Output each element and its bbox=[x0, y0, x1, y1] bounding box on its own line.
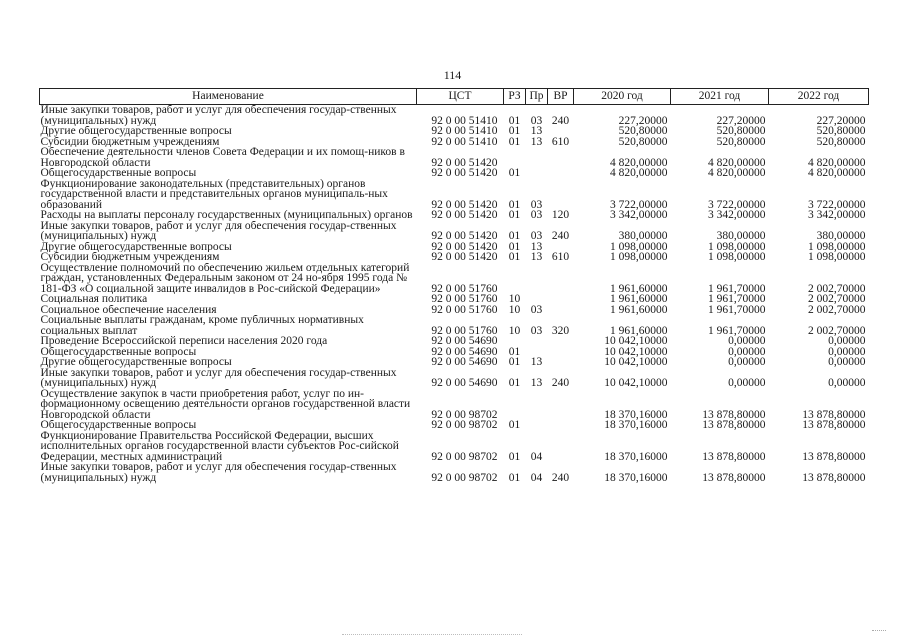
cell-2020: 1 961,60000 bbox=[610, 294, 668, 305]
cell-vr bbox=[548, 305, 574, 316]
cell-rz: 10 bbox=[508, 324, 521, 336]
cell-pr: 03 bbox=[530, 198, 543, 210]
cell-2020: 1 098,00000 bbox=[610, 252, 668, 263]
cell-2021: 13 878,80000 bbox=[702, 408, 766, 420]
cell-cst: 92 0 00 51760 bbox=[431, 282, 498, 294]
cell-2022: 227,20000 bbox=[816, 114, 866, 126]
cell-name: Другие общегосударственные вопросы bbox=[40, 241, 232, 252]
cell-cst: 92 0 00 98702 bbox=[431, 471, 498, 484]
cell-pr bbox=[526, 347, 548, 358]
table-row bbox=[40, 263, 869, 295]
cell-2020: 520,80000 bbox=[618, 136, 668, 147]
scan-artifact bbox=[342, 634, 522, 636]
cell-2020: 227,20000 bbox=[618, 114, 668, 126]
cell-vr bbox=[548, 336, 574, 347]
cell-vr: 240 bbox=[551, 114, 570, 126]
cell-vr: 120 bbox=[551, 210, 570, 221]
cell-2022: 1 098,00000 bbox=[808, 241, 866, 252]
header-rz: РЗ bbox=[504, 89, 526, 105]
cell-rz bbox=[504, 389, 526, 421]
table-row bbox=[40, 137, 869, 148]
cell-2021: 4 820,00000 bbox=[708, 156, 766, 168]
cell-name: Социальное обеспечение населения bbox=[40, 304, 217, 315]
cell-name: Функционирование Правительства Российской Федерации, высших исполнительных органов государственной власти субъектов Рос-сийской Федерации, местных администраций bbox=[40, 430, 399, 462]
cell-2022: 4 820,00000 bbox=[808, 156, 866, 168]
cell-2021: 0,00000 bbox=[728, 336, 766, 347]
cell-2020: 18 370,16000 bbox=[604, 450, 668, 462]
cell-pr: 03 bbox=[530, 210, 543, 221]
cell-rz: 01 bbox=[508, 210, 521, 221]
cell-cst: 92 0 00 98702 bbox=[431, 450, 498, 462]
cell-2021: 1 961,70000 bbox=[708, 282, 766, 294]
header-2020: 2020 год bbox=[574, 89, 671, 105]
cell-pr: 13 bbox=[530, 241, 543, 252]
table-row bbox=[40, 210, 869, 221]
cell-2022: 380,00000 bbox=[816, 230, 866, 242]
cell-vr bbox=[548, 357, 574, 368]
cell-rz: 01 bbox=[508, 346, 521, 357]
cell-rz: 01 bbox=[508, 114, 521, 126]
cell-name: Иные закупки товаров, работ и услуг для обеспечения государ-ственных (муниципальных) нужд bbox=[40, 220, 397, 242]
cell-2022: 2 002,70000 bbox=[808, 324, 866, 336]
cell-cst: 92 0 00 51760 bbox=[431, 304, 498, 315]
cell-vr bbox=[548, 179, 574, 211]
cell-2022: 3 342,00000 bbox=[808, 210, 866, 221]
header-name: Наименование bbox=[40, 89, 417, 105]
cell-cst: 92 0 00 51410 bbox=[431, 114, 498, 126]
cell-rz: 01 bbox=[508, 168, 521, 179]
cell-2020: 10 042,10000 bbox=[604, 336, 668, 347]
cell-2022: 3 722,00000 bbox=[808, 198, 866, 210]
cell-rz: 01 bbox=[508, 252, 521, 263]
cell-vr bbox=[548, 242, 574, 253]
cell-2022: 0,00000 bbox=[828, 336, 866, 347]
cell-2021: 227,20000 bbox=[716, 114, 766, 126]
cell-pr: 13 bbox=[530, 377, 543, 389]
cell-cst: 92 0 00 54690 bbox=[431, 346, 498, 357]
cell-cst: 92 0 00 51760 bbox=[431, 294, 498, 305]
cell-2022: 0,00000 bbox=[828, 377, 866, 389]
cell-cst: 92 0 00 51420 bbox=[431, 210, 498, 221]
cell-2020: 10 042,10000 bbox=[604, 346, 668, 357]
table-row bbox=[40, 147, 869, 168]
cell-pr: 13 bbox=[530, 136, 543, 147]
cell-2022: 13 878,80000 bbox=[802, 471, 866, 484]
cell-cst: 92 0 00 51760 bbox=[431, 324, 498, 336]
cell-rz: 01 bbox=[508, 471, 521, 484]
cell-cst: 92 0 00 51420 bbox=[431, 230, 498, 242]
cell-2021: 4 820,00000 bbox=[708, 168, 766, 179]
cell-pr bbox=[526, 420, 548, 431]
cell-pr: 13 bbox=[530, 357, 543, 368]
table-row bbox=[40, 357, 869, 368]
cell-vr: 320 bbox=[551, 324, 570, 336]
cell-rz bbox=[504, 263, 526, 295]
cell-name: Другие общегосударственные вопросы bbox=[40, 126, 232, 137]
cell-name: Иные закупки товаров, работ и услуг для обеспечения государ-ственных (муниципальных) нужд bbox=[40, 104, 397, 126]
cell-vr bbox=[548, 126, 574, 137]
cell-cst: 92 0 00 54690 bbox=[431, 336, 498, 347]
cell-pr: 13 bbox=[530, 126, 543, 137]
cell-name: Общегосударственные вопросы bbox=[40, 420, 197, 431]
table-row bbox=[40, 420, 869, 431]
cell-rz: 01 bbox=[508, 230, 521, 242]
cell-cst: 92 0 00 54690 bbox=[431, 377, 498, 389]
cell-rz: 01 bbox=[508, 241, 521, 252]
cell-cst: 92 0 00 51410 bbox=[431, 136, 498, 147]
cell-cst: 92 0 00 51410 bbox=[431, 126, 498, 137]
cell-rz: 10 bbox=[508, 304, 521, 315]
budget-table bbox=[39, 88, 869, 484]
cell-rz bbox=[504, 336, 526, 347]
cell-pr: 04 bbox=[530, 450, 543, 462]
table-row bbox=[40, 242, 869, 253]
cell-cst: 92 0 00 51420 bbox=[431, 252, 498, 263]
cell-name: Социальная политика bbox=[40, 294, 148, 305]
cell-2021: 1 098,00000 bbox=[708, 252, 766, 263]
page-number: 114 bbox=[443, 68, 462, 82]
cell-name: Субсидии бюджетным учреждениям bbox=[40, 136, 220, 147]
table-row bbox=[40, 179, 869, 211]
cell-2021: 1 098,00000 bbox=[708, 241, 766, 252]
header-2021: 2021 год bbox=[671, 89, 769, 105]
table-row bbox=[40, 431, 869, 463]
cell-vr: 240 bbox=[551, 377, 570, 389]
cell-pr bbox=[526, 389, 548, 421]
cell-2021: 520,80000 bbox=[716, 126, 766, 137]
cell-name: Проведение Всероссийской переписи населения 2020 года bbox=[40, 336, 328, 347]
cell-vr bbox=[548, 168, 574, 179]
cell-pr: 13 bbox=[530, 252, 543, 263]
cell-name: Социальные выплаты гражданам, кроме публичных нормативных социальных выплат bbox=[40, 315, 364, 336]
cell-vr: 240 bbox=[551, 471, 570, 484]
cell-rz: 01 bbox=[508, 357, 521, 368]
cell-2021: 0,00000 bbox=[728, 357, 766, 368]
cell-pr bbox=[526, 263, 548, 295]
cell-name: Общегосударственные вопросы bbox=[40, 168, 197, 179]
cell-2022: 13 878,80000 bbox=[802, 420, 866, 431]
cell-vr: 240 bbox=[551, 230, 570, 242]
cell-2021: 1 961,70000 bbox=[708, 294, 766, 305]
cell-rz: 01 bbox=[508, 420, 521, 431]
table-row bbox=[40, 168, 869, 179]
cell-cst: 92 0 00 51420 bbox=[431, 198, 498, 210]
cell-name: Другие общегосударственные вопросы bbox=[40, 357, 232, 368]
cell-vr: 610 bbox=[551, 136, 570, 147]
cell-2020: 3 342,00000 bbox=[610, 210, 668, 221]
cell-name: Субсидии бюджетным учреждениям bbox=[40, 252, 220, 263]
cell-rz: 01 bbox=[508, 377, 521, 389]
cell-2020: 18 370,16000 bbox=[604, 408, 668, 420]
table-row bbox=[40, 336, 869, 347]
cell-2022: 13 878,80000 bbox=[802, 450, 866, 462]
table-body bbox=[40, 105, 869, 485]
cell-2021: 380,00000 bbox=[716, 230, 766, 242]
cell-2021: 0,00000 bbox=[728, 377, 766, 389]
cell-2021: 1 961,70000 bbox=[708, 304, 766, 315]
cell-2020: 1 098,00000 bbox=[610, 241, 668, 252]
cell-rz: 01 bbox=[508, 136, 521, 147]
table-row bbox=[40, 221, 869, 242]
table-row bbox=[40, 389, 869, 421]
cell-vr bbox=[548, 294, 574, 305]
cell-pr: 03 bbox=[530, 114, 543, 126]
cell-cst: 92 0 00 98702 bbox=[431, 408, 498, 420]
cell-cst: 92 0 00 51420 bbox=[431, 168, 498, 179]
cell-2020: 10 042,10000 bbox=[604, 357, 668, 368]
table-header-row bbox=[40, 89, 869, 105]
cell-2022: 0,00000 bbox=[828, 346, 866, 357]
cell-cst: 92 0 00 54690 bbox=[431, 357, 498, 368]
cell-2022: 520,80000 bbox=[816, 136, 866, 147]
cell-name: Иные закупки товаров, работ и услуг для обеспечения государ-ственных (муниципальных) нужд bbox=[40, 367, 397, 389]
cell-2022: 1 098,00000 bbox=[808, 252, 866, 263]
cell-2022: 4 820,00000 bbox=[808, 168, 866, 179]
cell-2020: 380,00000 bbox=[618, 230, 668, 242]
table-row bbox=[40, 462, 869, 484]
cell-2020: 3 722,00000 bbox=[610, 198, 668, 210]
cell-2022: 2 002,70000 bbox=[808, 294, 866, 305]
cell-vr bbox=[548, 389, 574, 421]
cell-rz: 01 bbox=[508, 450, 521, 462]
cell-2022: 2 002,70000 bbox=[808, 304, 866, 315]
header-pr: Пр bbox=[526, 89, 548, 105]
table-row bbox=[40, 294, 869, 305]
cell-pr bbox=[526, 147, 548, 168]
header-2022: 2022 год bbox=[769, 89, 869, 105]
cell-2021: 520,80000 bbox=[716, 136, 766, 147]
cell-2022: 13 878,80000 bbox=[802, 408, 866, 420]
table-row bbox=[40, 347, 869, 358]
table-row bbox=[40, 252, 869, 263]
cell-name: Осуществление полномочий по обеспечению жильем отдельных категорий граждан, установленных Федеральным законом от 24 но-ября 1995 года № 181-ФЗ «О социальной защите инвалидов в Рос-сийской Федерации» bbox=[40, 262, 410, 294]
cell-2022: 520,80000 bbox=[816, 126, 866, 137]
table-row bbox=[40, 105, 869, 127]
cell-rz bbox=[504, 147, 526, 168]
cell-vr bbox=[548, 420, 574, 431]
scan-artifact bbox=[872, 630, 886, 632]
cell-2021: 3 342,00000 bbox=[708, 210, 766, 221]
cell-2021: 13 878,80000 bbox=[702, 420, 766, 431]
cell-pr: 03 bbox=[530, 324, 543, 336]
cell-2020: 4 820,00000 bbox=[610, 168, 668, 179]
cell-name: Расходы на выплаты персоналу государственных (муниципальных) органов bbox=[40, 210, 413, 221]
cell-pr: 03 bbox=[530, 230, 543, 242]
cell-2020: 1 961,60000 bbox=[610, 304, 668, 315]
cell-vr bbox=[548, 147, 574, 168]
cell-2020: 4 820,00000 bbox=[610, 156, 668, 168]
cell-vr bbox=[548, 431, 574, 463]
cell-2020: 10 042,10000 bbox=[604, 377, 668, 389]
cell-2021: 13 878,80000 bbox=[702, 450, 766, 462]
cell-vr: 610 bbox=[551, 252, 570, 263]
cell-2020: 1 961,60000 bbox=[610, 282, 668, 294]
table-row bbox=[40, 315, 869, 336]
cell-2020: 1 961,60000 bbox=[610, 324, 668, 336]
cell-2021: 1 961,70000 bbox=[708, 324, 766, 336]
cell-2022: 0,00000 bbox=[828, 357, 866, 368]
cell-cst: 92 0 00 98702 bbox=[431, 420, 498, 431]
cell-rz: 01 bbox=[508, 198, 521, 210]
cell-name: Общегосударственные вопросы bbox=[40, 346, 197, 357]
cell-pr: 04 bbox=[530, 471, 543, 484]
cell-rz: 01 bbox=[508, 126, 521, 137]
cell-2020: 18 370,16000 bbox=[604, 471, 668, 484]
cell-name: Функционирование законодательных (представительных) органов государственной власти и представительных органов муниципаль-ных образований bbox=[40, 178, 388, 210]
cell-vr bbox=[548, 263, 574, 295]
cell-rz: 10 bbox=[508, 294, 521, 305]
cell-name: Осуществление закупок в части приобретения работ, услуг по ин-формационному освещению деятельности органов государственной власти Новгородской области bbox=[40, 388, 411, 420]
cell-2020: 18 370,16000 bbox=[604, 420, 668, 431]
cell-2020: 520,80000 bbox=[618, 126, 668, 137]
cell-2021: 13 878,80000 bbox=[702, 471, 766, 484]
header-cst: ЦСТ bbox=[417, 89, 504, 105]
table-row bbox=[40, 305, 869, 316]
table-row bbox=[40, 126, 869, 137]
cell-2022: 2 002,70000 bbox=[808, 282, 866, 294]
header-vr: ВР bbox=[548, 89, 574, 105]
cell-cst: 92 0 00 51420 bbox=[431, 241, 498, 252]
cell-name: Иные закупки товаров, работ и услуг для обеспечения государ-ственных (муниципальных) нужд bbox=[40, 462, 397, 484]
cell-name: Обеспечение деятельности членов Совета Федерации и их помощ-ников в Новгородской области bbox=[40, 147, 405, 168]
cell-pr: 03 bbox=[530, 304, 543, 315]
cell-cst: 92 0 00 51420 bbox=[431, 156, 498, 168]
cell-pr bbox=[526, 294, 548, 305]
cell-pr bbox=[526, 168, 548, 179]
cell-2021: 0,00000 bbox=[728, 346, 766, 357]
cell-pr bbox=[526, 336, 548, 347]
table-row bbox=[40, 368, 869, 389]
cell-vr bbox=[548, 347, 574, 358]
cell-2021: 3 722,00000 bbox=[708, 198, 766, 210]
